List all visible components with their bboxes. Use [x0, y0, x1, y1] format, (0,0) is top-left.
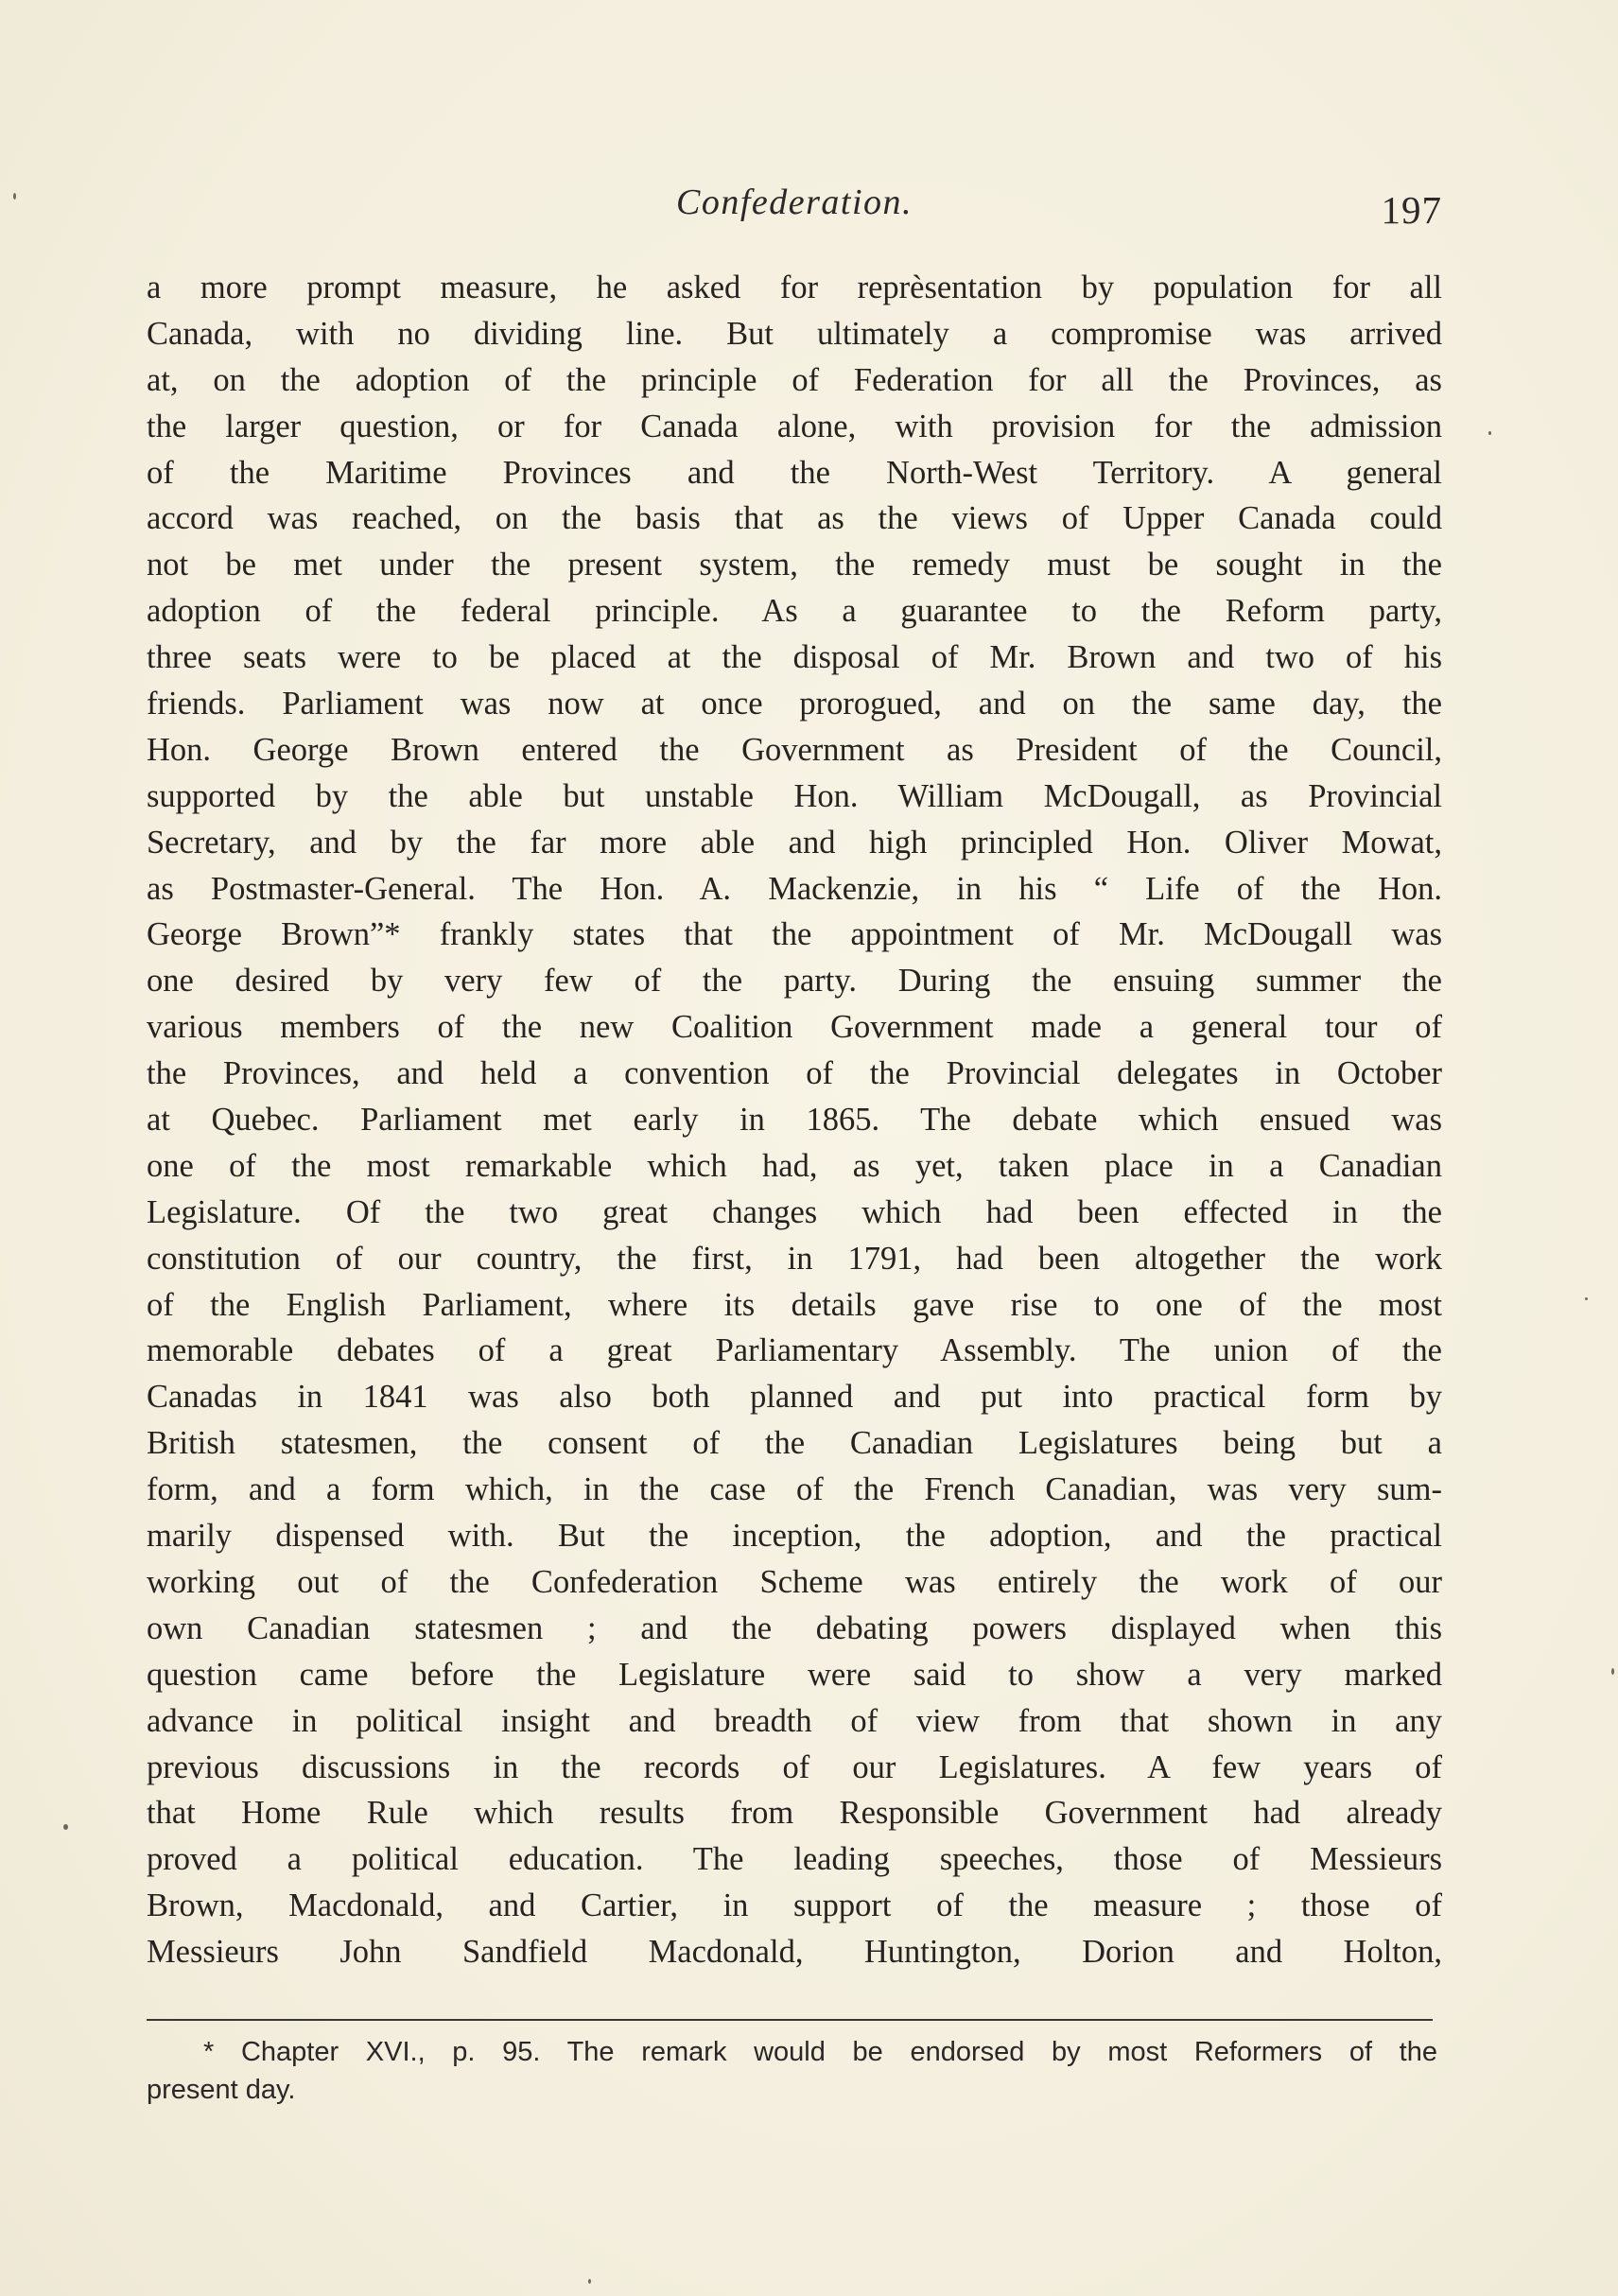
text-line: three seats were to be placed at the disposal of Mr. Brown and two of his [147, 639, 1442, 676]
text-line: British statesmen, the consent of the Canadian Legislatures being but a [147, 1425, 1442, 1462]
text-line: not be met under the present system, the remedy must be sought in the [147, 547, 1442, 583]
text-line: one desired by very few of the party. During the ensuing summer the [147, 963, 1442, 1000]
text-line: one of the most remarkable which had, as yet, taken place in a Canadian [147, 1147, 1442, 1184]
text-line: the larger question, or for Canada alone, with provision for the admission [147, 408, 1442, 444]
text-line: that Home Rule which results from Responsible Government had already [147, 1795, 1442, 1832]
text-line: working out of the Confederation Scheme was entirely the work of our [147, 1563, 1442, 1600]
text-line: form, and a form which, in the case of the French Canadian, was very sum- [147, 1471, 1442, 1508]
text-line: marily dispensed with. But the inception, the adoption, and the practical [147, 1518, 1442, 1555]
text-line: at Quebec. Parliament met early in 1865. The debate which ensued was [147, 1102, 1442, 1139]
footnote [147, 2033, 1437, 2109]
text-line: a more prompt measure, he asked for reprèsentation by population for all [147, 270, 1442, 305]
text-line: advance in political insight and breadth of view from that shown in any [147, 1702, 1442, 1739]
body-text [147, 265, 1442, 1975]
paper-speck [1611, 1668, 1614, 1675]
text-line: Secretary, and by the far more able and high principled Hon. Oliver Mowat, [147, 824, 1442, 861]
text-line: Legislature. Of the two great changes which had been effected in the [147, 1193, 1442, 1230]
text-line: Canadas in 1841 was also both planned and put into practical form by [147, 1379, 1442, 1416]
text-line: memorable debates of a great Parliamentary Assembly. The union of the [147, 1332, 1442, 1369]
text-line: constitution of our country, the first, in 1791, had been altogether the work [147, 1240, 1442, 1277]
text-line: question came before the Legislature were said to show a very marked [147, 1656, 1442, 1693]
footnote-line: present day. [147, 2075, 296, 2105]
page-number: 197 [1381, 188, 1442, 232]
text-line: Hon. George Brown entered the Government as President of the Council, [147, 731, 1442, 768]
running-head [147, 180, 1442, 236]
text-line: own Canadian statesmen ; and the debating powers displayed when this [147, 1609, 1442, 1646]
footnote-line: * Chapter XVI., p. 95. The remark would be endorsed by most Reformers of the [203, 2037, 1437, 2067]
paper-speck [588, 2279, 591, 2284]
paper-speck [13, 193, 16, 200]
text-line: previous discussions in the records of our Legislatures. A few years of [147, 1748, 1442, 1785]
text-line: Messieurs John Sandfield Macdonald, Huntington, Dorion and Holton, [147, 1934, 1442, 1971]
text-line: Brown, Macdonald, and Cartier, in support of the measure ; those of [147, 1887, 1442, 1924]
text-line: as Postmaster-General. The Hon. A. Mackenzie, in his “ Life of the Hon. [147, 870, 1442, 907]
paper-speck [63, 1824, 68, 1830]
paper-speck [1585, 1297, 1588, 1300]
text-line: Canada, with no dividing line. But ultimately a compromise was arrived [147, 315, 1442, 352]
footnote-rule [147, 2019, 1433, 2021]
paper-speck [1488, 431, 1491, 435]
text-line: of the English Parliament, where its details gave rise to one of the most [147, 1286, 1442, 1323]
text-line: adoption of the federal principle. As a guarantee to the Reform party, [147, 593, 1442, 630]
text-line: at, on the adoption of the principle of Federation for all the Provinces, as [147, 361, 1442, 398]
text-line: accord was reached, on the basis that as the views of Upper Canada could [147, 500, 1442, 537]
text-line: George Brown”* frankly states that the appointment of Mr. McDougall was [147, 916, 1442, 953]
text-line: proved a political education. The leading speeches, those of Messieurs [147, 1841, 1442, 1878]
text-line: the Provinces, and held a convention of the Provincial delegates in October [147, 1055, 1442, 1092]
text-line: various members of the new Coalition Government made a general tour of [147, 1009, 1442, 1046]
text-line: of the Maritime Provinces and the North-West Territory. A general [147, 454, 1442, 491]
text-line: friends. Parliament was now at once prorogued, and on the same day, the [147, 686, 1442, 722]
text-line: supported by the able but unstable Hon. William McDougall, as Provincial [147, 777, 1442, 814]
chapter-title: Confederation. [675, 183, 913, 222]
